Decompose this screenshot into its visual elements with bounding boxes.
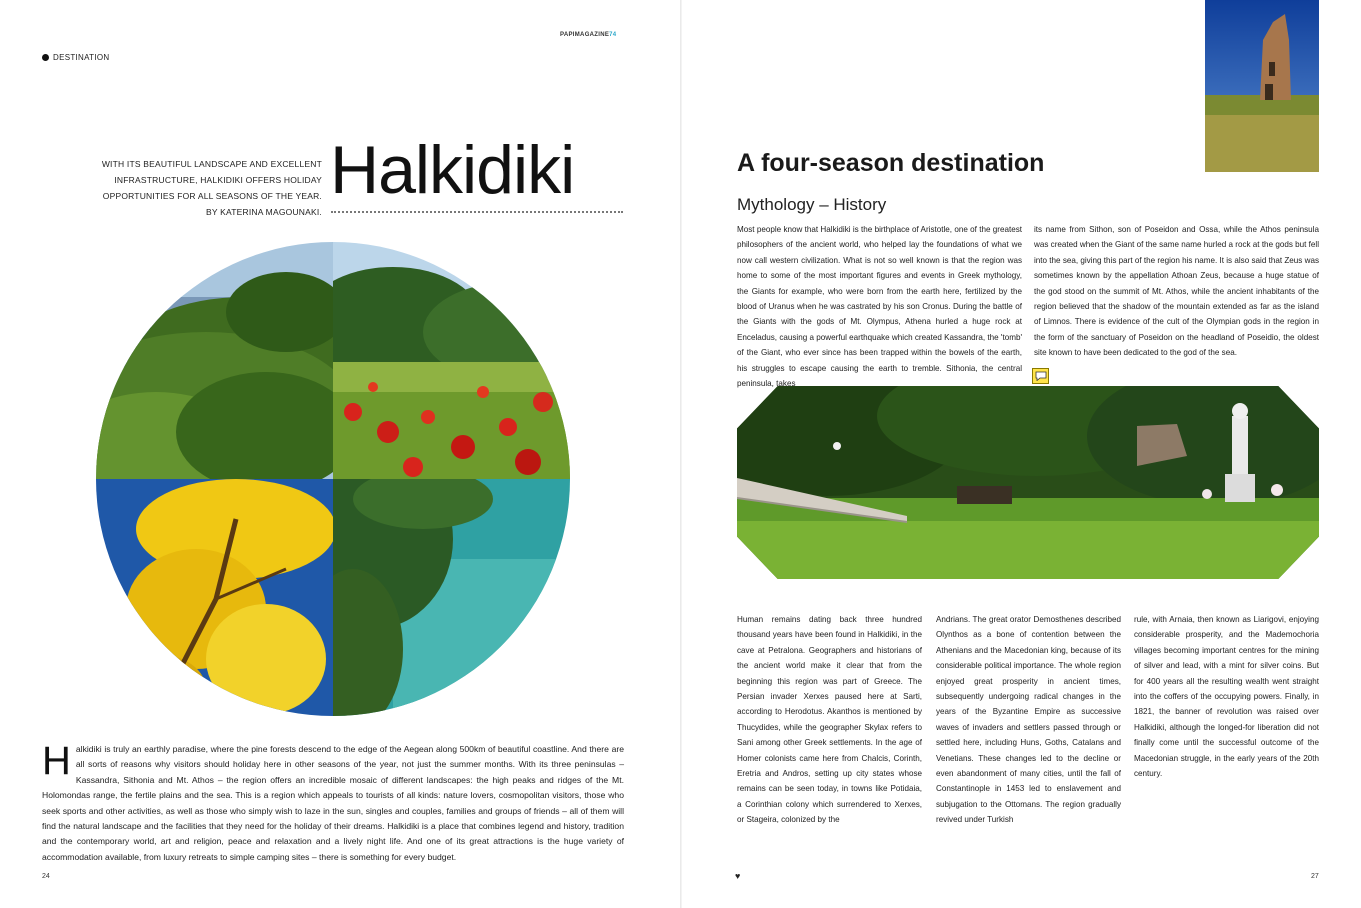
turquoise-sea-photo [333,479,570,716]
masthead-accent: 74 [609,32,617,38]
text-column-2: its name from Sithon, son of Poseidon and Ossa, while the Athos peninsula was created when the Giant of the same name hurled a rock at the gods but fell into the sea, giving this part of the region his name. It is also said that Zeus was sometimes known by the appellation Athoan Zeus, because a huge statue of the god stood on the summit of Mt. Athos, while the ancient inhabitants of the region believed that the shadow of the mountain extended as far as the island of Limnos. There is evidence of the cult of the Olympian gods in the region in the form of the sanctuary of Poseidon on the headland of Poseidio, the oldest site known to have been dedicated to the god of the sea. [1034,225,1319,358]
dotted-divider [331,211,623,213]
article-subheading: Mythology – History [737,195,887,214]
tower-ruin-photo [1205,0,1319,172]
section-tag [42,53,110,62]
article-heading: A four-season destination [737,149,1045,177]
drop-cap: H [42,739,71,783]
intro-standfirst: WITH ITS BEAUTIFUL LANDSCAPE AND EXCELLENT INFRASTRUCTURE, HALKIDIKI OFFERS HOLIDAY OPPORTUNITIES FOR ALL SEASONS OF THE YEAR. BY KATERINA MAGOUNAKI. [101,159,322,217]
lead-paragraph [42,739,624,865]
heart-icon: ♥ [735,871,741,881]
text-column-3: Human remains dating back three hundred thousand years have been found in Halkidiki, in the cave at Petralona. Geographers and historians of the ancient world make it clear that from the beginning this region was part of Greece. The Persian invader Xerxes paused here at Sarti, according to Herodotus. Akanthos is mentioned by Thucydides, while the geographer Skylax refers to Sani among other Greek settlements. In the age of Homer colonists came here from Chalcis, Corinth, Eretria and Andros, setting up city states whose remains can be seen today, in towns like Potidaia, a Corinthian colony which surrendered to Xerxes, or Stageira, colonized by the [737,615,922,825]
text-column-4: Andrians. The great orator Demosthenes described Olynthos as a bone of contention between the Athenians and the Macedonian king, because of its considerable political importance. The whole region enjoyed great prosperity in ancient times, subsequently undergoing radical changes in the years of the Byzantine Empire as successive waves of invaders and settlers passed through or settled here, including Huns, Goths, Catalans and Venetians. These changes led to the decline or even abandonment of many cities, until the fall of Constantinople in 1453 led to enslavement and subjugation to the Ottomans. The region gradually revived under Turkish [936,615,1121,825]
text-column-5: rule, with Arnaia, then known as Liarigovi, enjoying considerable prosperity, and the Mademochoria villages becoming important centres for the mining of silver and lead, with a mint for silver coins. But for 400 years all the resulting wealth went straight into the coffers of the occupying powers. Finally, in 1821, the banner of revolution was raised over Halkidiki, although the longed-for liberation did not finally come until the successful outcome of the Macedonian struggle, in the early years of the 20th century. [1134,615,1319,779]
bullet-dot-icon [42,54,49,61]
poppy-field-photo [333,242,570,479]
speech-bubble-icon[interactable] [1032,368,1049,384]
park-statue-photo [737,386,1319,579]
masthead-main: PAPIMAGAZINE [560,32,610,38]
page-number-left: 24 [42,873,50,880]
section-label: DESTINATION [53,53,110,62]
yellow-autumn-tree-photo [96,479,333,716]
text-column-1: Most people know that Halkidiki is the birthplace of Aristotle, one of the greatest philosophers of the ancient world, who helped lay the foundations of what we now call western civilization. What is not so well known is that the region was home to some of the most important figures and events in Greek mythology, the Giants for example, who were born from the earth here, fertilized by the blood of Uranus when he was castrated by his son Cronus. During the battle of the Giants with the gods of Mt. Olympus, Athena hurled a huge rock at Enceladus, causing a powerful earthquake which created Kassandra, the 'tomb' of the Giant, who ever since has been trapped within the bowels of the earth, his struggles to escape causing the earth to tremble. Sithonia, the central peninsula, takes [737,225,1022,389]
page-number-right: 27 [1311,873,1319,880]
pine-forest-photo [96,242,333,479]
lead-text: alkidiki is truly an earthly paradise, where the pine forests descend to the edge of the Aegean along 500km of beautiful coastline. And there are all sorts of reasons why visitors should holiday here in other seasons of the year, not just the summer months. With its three peninsulas – Kassandra, Sithonia and Mt. Athos – the region offers an incredible mosaic of different landscapes: the high peaks and ridges of the Mt. Holomondas range, the fertile plains and the sea. This is a region which appeals to tourists of all kinds: nature lovers, cosmopolitan visitors, those who seek sports and other activities, as well as those who simply wish to laze in the sun, singles and couples, families and groups of friends – all of them will find the natural landscape and the facilities that they need for the holiday of their dreams. Halkidiki is a place that combines legend and history, tradition and the contemporary world, art and religion, peace and relaxation and a lively night life. And one of its great attractions is the huge variety of accommodation available, from luxury retreats to simple camping sites – there is something for every budget. [42,744,624,862]
page-gutter [680,0,682,908]
masthead [560,32,616,38]
page-title: Halkidiki [330,132,575,208]
seasons-photo-circle [96,242,570,716]
